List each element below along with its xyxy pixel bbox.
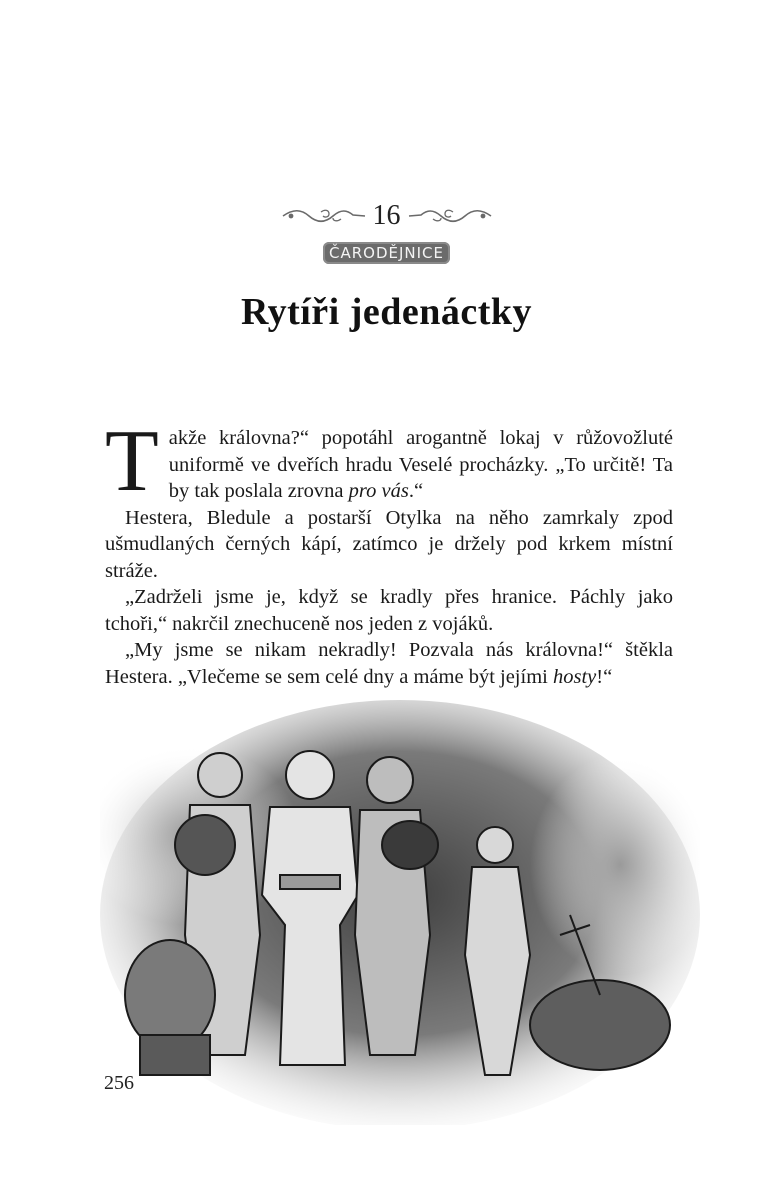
paragraph-2: Hestera, Bledule a postarší Otylka na něho zamrkaly zpod ušmudlaných černých kápí, zatímco je držely pod krkem místní stráže.: [105, 506, 673, 582]
paragraph-4-text: „My jsme se nikam nekradly! Pozvala nás královna!“ štěkla Hestera. „Vlečeme se sem celé dny a máme být jejími: [105, 639, 673, 688]
paragraph-1-end: .“: [408, 480, 424, 502]
paragraph-1: [105, 413, 673, 510]
knights-illustration: [100, 695, 700, 1125]
page-number: 256: [104, 1072, 134, 1094]
chapter-title: Rytíři jedenáctky: [240, 291, 533, 333]
flourish-left-icon: [281, 207, 367, 225]
chapter-number: 16: [372, 200, 401, 231]
chapter-header: [0, 198, 773, 334]
armor-pile-left: [125, 940, 215, 1075]
paragraph-4-end: !“: [596, 665, 613, 688]
paragraph-4-emphasis: hosty: [552, 665, 597, 688]
paragraph-1-text: akže královna?“ popotáhl arogantně lokaj v růžovožluté uniformě ve dveřích hradu Veselé procházky. „To určitě! Ta by tak poslala zrovna: [168, 427, 673, 502]
chapter-number-row: [0, 198, 773, 234]
flourish-right-icon: [407, 207, 493, 225]
series-badge: ČARODĚJNICE: [323, 242, 450, 264]
paragraph-4: [105, 637, 673, 690]
chapter-body: [105, 413, 673, 690]
paragraph-3: „Zadrželi jsme je, když se kradly přes hranice. Páchly jako tchoři,“ nakrčil znechuceně nos jeden z vojáků.: [105, 586, 673, 635]
drop-cap: T: [105, 413, 159, 510]
paragraph-1-emphasis: pro vás: [348, 480, 409, 502]
